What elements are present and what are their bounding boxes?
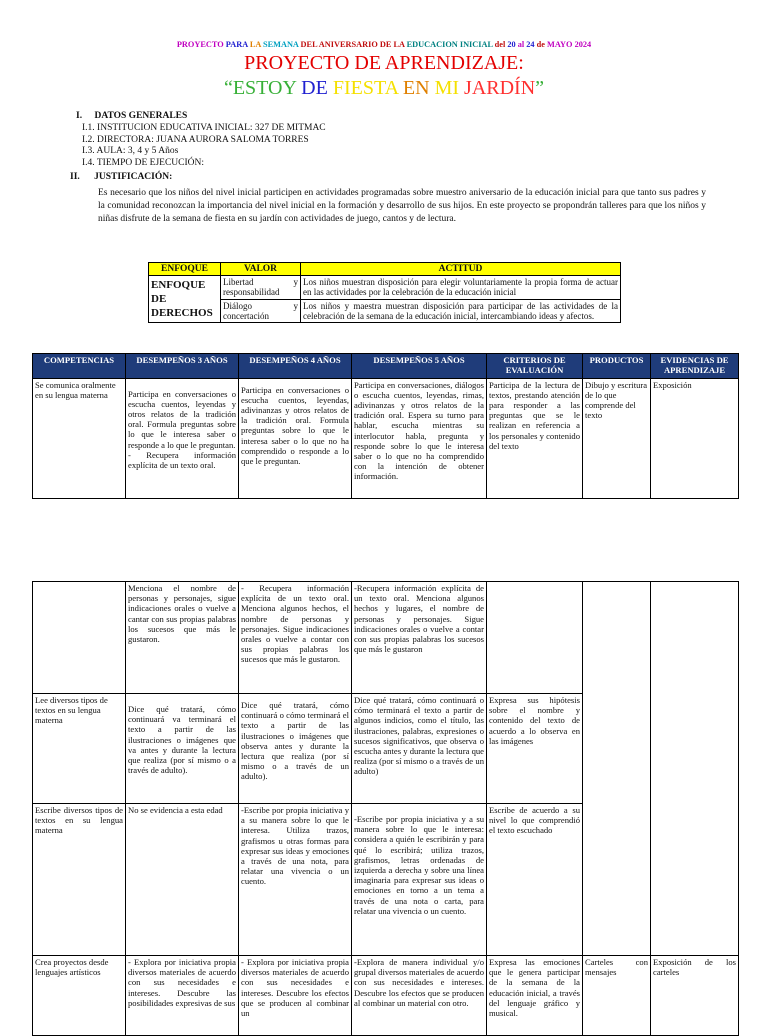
desempeno-5-cell: -Recupera información explícita de un texto oral. Menciona algunos hechos y lugares, el nombre de personas y personajes. Sigue indicaciones orales o vuelve a contar con sus propias palabras los sucesos que más le gustaron — [352, 582, 487, 694]
col-header: DESEMPEÑOS 3 AÑOS — [126, 354, 239, 379]
valor-cell: Libertad y responsabilidad — [221, 276, 301, 299]
actitud-cell: Los niños muestran disposición para elegir voluntariamente la propia forma de actuar en las actividades por la celebración de la educación inicial — [301, 276, 621, 299]
header-line-part: EDUCACION INICIAL — [406, 40, 495, 49]
justificacion-heading — [70, 172, 172, 184]
col-header: PRODUCTOS — [583, 354, 651, 379]
desempeno-3-cell: - Explora por iniciativa propia diversos materiales de acuerdo con sus necesidades e intereses. Descubre las posibilidades expresivas de sus — [126, 956, 239, 1036]
table-row — [33, 582, 739, 694]
desempeno-5-cell: Dice qué tratará, cómo continuará o cómo terminará el texto a partir de algunos indicios, como el título, las ilustraciones, palabras, expresiones o sucesos significativos, que observa o escucha antes y durante la lectura que realiza (por sí mismo o a través de un adulto) — [352, 694, 487, 804]
subtitle-part: “ESTOY — [223, 77, 302, 99]
project-subtitle — [0, 76, 768, 100]
datos-heading — [76, 111, 187, 123]
valor-cell: Diálogo y concertación — [221, 299, 301, 322]
desempeno-3-cell: Dice qué tratará, cómo continuará va terminará el texto a partir de las ilustraciones o imágenes que va antes y durante la lectura que realiza (por sí mismo o a través de adulto). — [126, 694, 239, 804]
header-line-part: del — [494, 40, 508, 49]
desempeno-4-cell: - Explora por iniciativa propia diversos materiales de acuerdo con sus necesidades e intereses. Descubre los efectos que se producen al combinar un — [239, 956, 352, 1036]
competencia-cell — [33, 582, 126, 694]
datos-item: I.4. TIEMPO DE EJECUCIÓN: — [82, 157, 205, 168]
evidencia-cell: Exposición — [651, 378, 739, 498]
datos-item: I.3. AULA: 3, 4 y 5 Años — [82, 146, 179, 156]
producto-cell — [583, 582, 651, 956]
competencias-table-continued — [32, 581, 739, 1036]
header-line-part: PROYECTO — [176, 40, 226, 49]
datos-heading-text: DATOS GENERALES — [94, 111, 188, 121]
datos-item: I.2. DIRECTORA: JUANA AURORA SALOMA TORRES — [82, 134, 309, 145]
datos-list — [82, 123, 326, 169]
criterio-cell: Escribe de acuerdo a su nivel lo que comprendió el texto escuchado — [487, 804, 583, 956]
header-line-part: DEL ANIVERSARIO DE LA — [300, 40, 407, 49]
desempeno-3-cell: Menciona el nombre de personas y personajes, sigue indicaciones orales o vuelve a cantar con sus propias palabras los sucesos que más le gustaron. — [126, 582, 239, 694]
criterio-cell: Expresa sus hipótesis sobre el nombre y contenido del texto de acuerdo a lo observa en las imágenes — [487, 694, 583, 804]
header-line-part: SEMANA — [262, 40, 301, 49]
criterio-cell — [487, 582, 583, 694]
desempeno-4-cell: Participa en conversaciones o escucha cuentos, leyendas, adivinanzas y otros relatos de la tradición oral. Formula preguntas sobre lo que le interesa saber o lo que no ha comprendido o responde a lo que le preguntan. — [239, 378, 352, 498]
enfoque-header: ENFOQUE — [149, 263, 221, 276]
header-line-part: al — [517, 40, 527, 49]
header-line-part: 24 — [526, 40, 537, 49]
datos-item: I.1. INSTITUCION EDUCATIVA INICIAL: 327 DE MITMAC — [82, 123, 326, 133]
header-line-part: LA — [249, 40, 263, 49]
justificacion-heading-text: JUSTIFICACIÓN: — [94, 172, 173, 182]
datos-heading-num: I. — [76, 111, 83, 121]
col-header: COMPETENCIAS — [33, 354, 126, 379]
enfoque-cell: ENFOQUE DE DERECHOS — [149, 276, 221, 323]
desempeno-4-cell: -Escribe por propia iniciativa y a su manera sobre lo que le interesa. Utiliza trazos, grafismos u otras formas para expresar sus ideas y emociones a través de una nota, para relatar una vivencia o un cuento. — [239, 804, 352, 956]
subtitle-part: FIESTA — [332, 77, 403, 99]
col-header: EVIDENCIAS DE APRENDIZAJE — [651, 354, 739, 379]
subtitle-part: EN — [402, 77, 435, 99]
competencia-cell: Se comunica oralmente en su lengua materna — [33, 378, 126, 498]
header-line-part: 20 — [507, 40, 518, 49]
subtitle-part: ” — [535, 77, 545, 99]
desempeno-4-cell: - Recupera información explícita de un texto oral. Menciona algunos hechos, el nombre de personas y personajes. Sigue indicaciones orales o vuelve a contar con sus propias palabras los sucesos que más le gustaron. — [239, 582, 352, 694]
subtitle-part: JARDÍN — [464, 77, 536, 99]
desempeno-4-cell: Dice qué tratará, cómo continuará o cómo terminará el texto a partir de las ilustraciones o imágenes que observa antes y durante la lectura que realiza (por sí mismo o a través de un adulto). — [239, 694, 352, 804]
header-line-part: PARA — [225, 40, 250, 49]
header-line-part: de — [536, 40, 547, 49]
actitud-header: ACTITUD — [301, 263, 621, 276]
producto-cell: Carteles con mensajes — [583, 956, 651, 1036]
competencia-cell: Lee diversos tipos de textos en su lengua materna — [33, 694, 126, 804]
justificacion-heading-num: II. — [70, 172, 80, 182]
subtitle-part: MI — [434, 77, 465, 99]
desempeno-3-cell: No se evidencia a esta edad — [126, 804, 239, 956]
actitud-cell: Los niños y maestra muestran disposición para participar de las actividades de la celebración de la semana de la educación inicial, intercambiando ideas y afectos. — [301, 299, 621, 322]
subtitle-part: DE — [301, 77, 333, 99]
enfoque-table — [148, 262, 621, 323]
criterio-cell: Expresa las emociones que le genera participar de la semana de la educación inicial, a través del lenguaje gráfico y musical. — [487, 956, 583, 1036]
criterio-cell: Participa de la lectura de textos, prestando atención para responder a las preguntas que se le realizan en referencia a los personales y contenido del texto — [487, 378, 583, 498]
header-line-part: MAYO 2024 — [547, 40, 592, 49]
col-header: DESEMPEÑOS 4 AÑOS — [239, 354, 352, 379]
table-row — [33, 378, 739, 498]
desempeno-5-cell: Participa en conversaciones, diálogos o escucha cuentos, leyendas, rimas, adivinanzas y otros relatos de la tradición oral. Espera su turno para hablar, escucha mientras su interlocutor habla, pregunta y responde sobre lo que le interesa saber o lo que no ha comprendido con la intención de obtener información. — [352, 378, 487, 498]
col-header: DESEMPEÑOS 5 AÑOS — [352, 354, 487, 379]
evidencia-cell: Exposición de los carteles — [651, 956, 739, 1036]
evidencia-cell — [651, 582, 739, 956]
project-header-line — [0, 40, 768, 49]
desempeno-3-cell: Participa en conversaciones o escucha cuentos, leyendas y otros relatos de la tradición oral. Formula preguntas sobre lo que le interesa saber o responde a lo que le preguntan. - Recupera información explícita de un texto oral. — [126, 378, 239, 498]
desempeno-5-cell: -Explora de manera individual y/o grupal diversos materiales de acuerdo con sus necesidades e intereses. Descubre los efectos que se producen al combinar un material con otro. — [352, 956, 487, 1036]
competencias-table — [32, 353, 739, 499]
col-header: CRITERIOS DE EVALUACIÓN — [487, 354, 583, 379]
competencia-cell: Escribe diversos tipos de textos en su lengua materna — [33, 804, 126, 956]
justificacion-text: Es necesario que los niños del nivel inicial participen en actividades programadas sobre muestro aniversario de la educación inicial para que tanto sus padres y la comunidad reconozcan la importancia del nivel inicial en la formación y desarrollo de sus hijos. En este proyecto se propondrán talleres para que los niños y niñas disfrute de la semana de fiesta en su jardín con actividades de juego, cantos y de lectura. — [98, 188, 706, 224]
competencia-cell: Crea proyectos desde lenguajes artísticos — [33, 956, 126, 1036]
desempeno-5-cell: -Escribe por propia iniciativa y a su manera sobre lo que le interesa: considera a quién le escribirán y para qué lo escribirá; utiliza trazos, grafismos, letras ordenadas de izquierda a derecha y sobre una línea imaginaria para expresar sus ideas o emociones en torno a un tema a través de una nota o carta, para relatar una vivencia o un cuento. — [352, 804, 487, 956]
page-title: PROYECTO DE APRENDIZAJE: — [244, 52, 524, 74]
valor-header: VALOR — [221, 263, 301, 276]
producto-cell: Dibujo y escritura de lo que comprende del texto — [583, 378, 651, 498]
